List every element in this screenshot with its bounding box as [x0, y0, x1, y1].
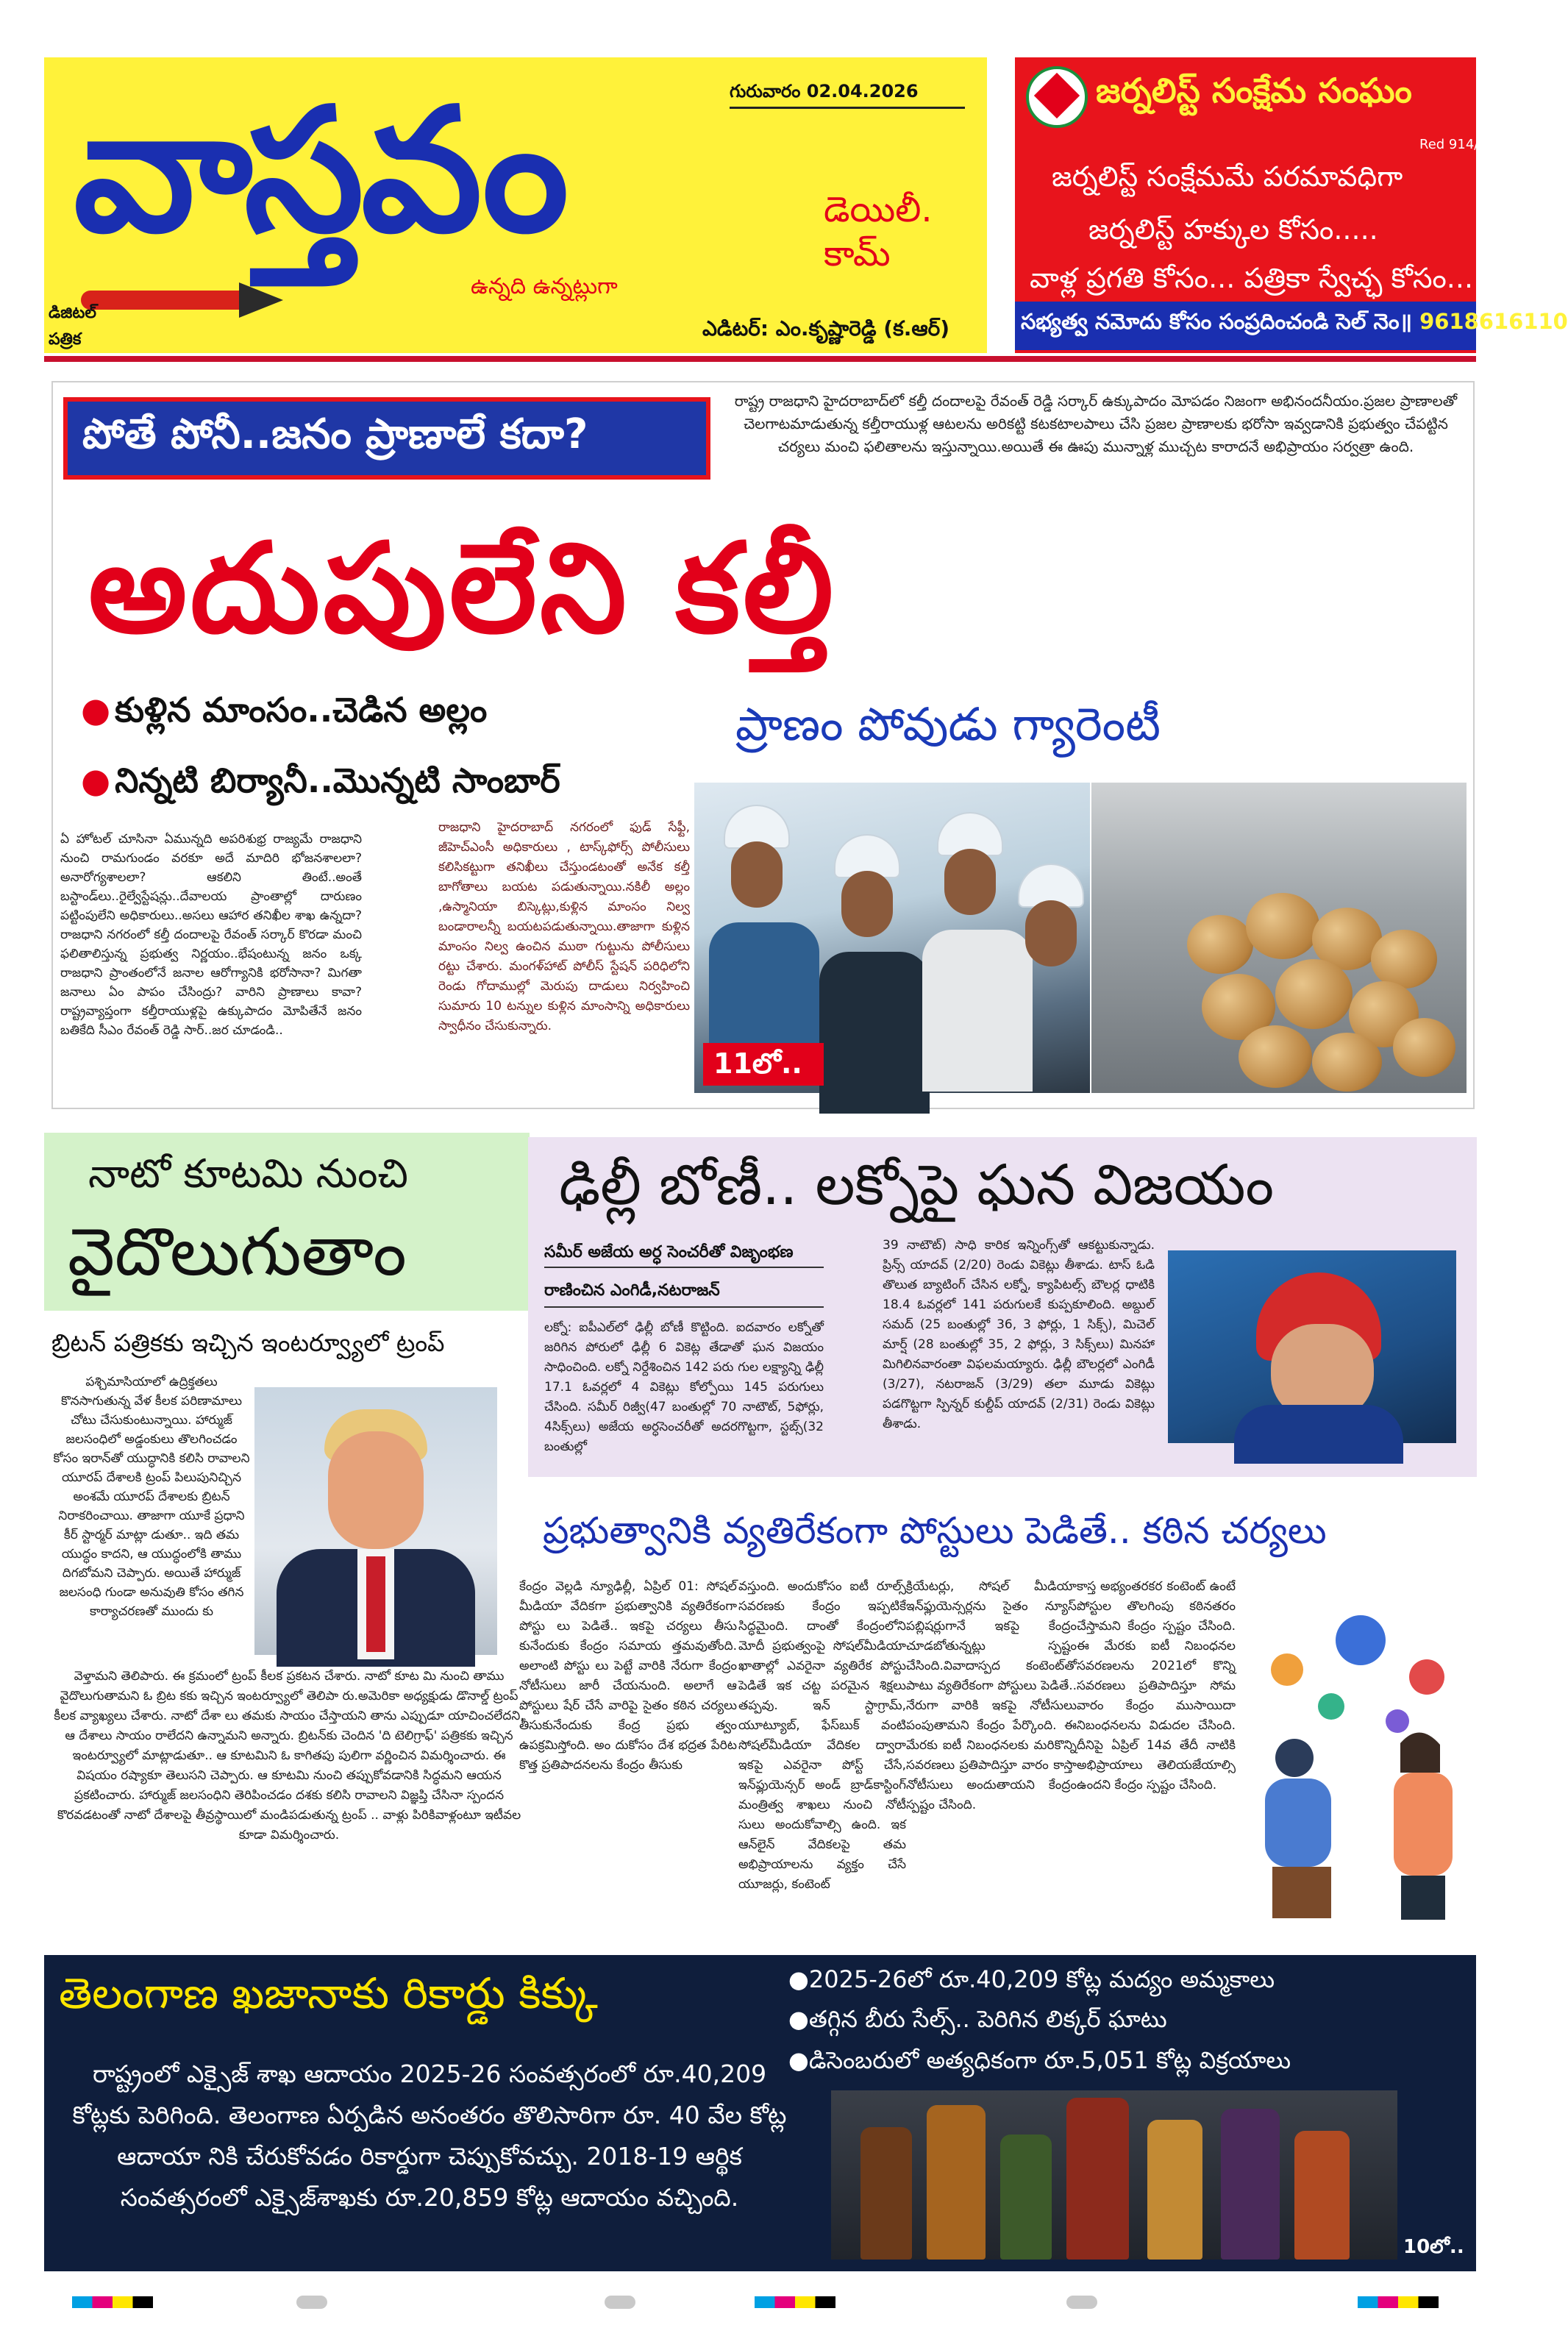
lead-subhead: ప్రాణం పోవుడు గ్యారెంటీ	[735, 697, 1161, 751]
registration-pill-1	[296, 2296, 327, 2309]
liquor-bullet-3-text: డిసెంబరులో అత్యధికంగా రూ.5,051 కోట్ల విక్రయాలు	[808, 2046, 1291, 2074]
trump-photo	[254, 1387, 497, 1655]
liquor-bullet-1: ●2025-26లో రూ.40,209 కోట్ల మద్యం అమ్మకాలు	[788, 1965, 1275, 1993]
ad-contact-label: సభ్యత్వ నమోదు కోసం సంప్రదించండి సెల్ నెం॥	[1021, 309, 1412, 334]
nato-kicker: నాటో కూటమి నుంచి	[88, 1150, 408, 1197]
ad-line-1: జర్నలిస్ట్ సంక్షేమమే పరమావధిగా	[1052, 160, 1403, 193]
registration-pill-2	[605, 2296, 635, 2309]
nato-strap: బ్రిటన్ పత్రికకు ఇచ్చిన ఇంటర్వ్యూలో ట్రంప్	[51, 1328, 445, 1357]
cricket-column-1: లక్నో: ఐపీఎల్‌లో ఢిల్లీ బోణీ కొట్టింది. ఐదవారం లక్నోతో జరిగిన పోరులో ఢిల్లీ 6 వికెట్ల తేడాతో ఘన విజయం సాధించింది. లక్నో నిర్దేశించిన 142 పరు గుల లక్ష్యాన్ని ఢిల్లీ 17.1 ఓవర్లలో 4 వికెట్లు కోల్పోయి 145 పరుగులు చేసింది. సమీర్ రిజ్వీ(47 బంతుల్లో 70 నాటౌట్, 5ఫోర్లు, 4సిక్స్‌లు) అజేయ అర్ధసెంచరీతో అదరగొట్టగా, స్టబ్స్(32 బంతుల్లో	[544, 1320, 824, 1454]
masthead-tagline: ఉన్నది ఉన్నట్లుగా	[471, 274, 618, 299]
ad-title: జర్నలిస్ట్ సంక్షేమ సంఘం	[1096, 71, 1412, 110]
masthead-title: వాస్తవం	[74, 69, 566, 270]
cricket-headline: ఢిల్లీ బోణీ.. లక్నోపై ఘన విజయం	[559, 1152, 1274, 1217]
ad-phone-number: 9618616110	[1419, 309, 1568, 334]
lead-headline: అదుపులేని కల్తీ	[88, 515, 837, 661]
cricket-column-2: 39 నాటౌట్) సాధి కారిక ఇన్నింగ్స్‌తో ఆకట్టుకున్నాడు. ప్రిన్స్ యాదవ్ (2/20) రెండు వికెట్లు తీశాడు. టాస్ ఓడి తొలుత బ్యాటింగ్ చేసిన లక్నో, క్యాపిటల్స్ బౌలర్ల ధాటికి 18.4 ఓవర్లలో 141 పరుగులకే కుప్పకూలింది. అబ్దుల్ సమద్ (25 బంతుల్లో 36, 3 ఫోర్లు, 1 సిక్స్), మిచెల్ మార్ష్ (28 బంతుల్లో 35, 2 ఫోర్లు, 3 సిక్స్‌లు) మినహా మిగిలినవారంతా విఫలమయ్యారు. ఢిల్లీ బౌలర్లలో ఎంగిడీ (3/27), నటరాజన్ (3/29) తలా మూడు వికెట్లు పడగొట్టగా స్పిన్నర్ కుల్దీప్ యాదవ్ (2/31) రెండు వికెట్లు తీశాడు.	[883, 1238, 1155, 1431]
cricket-kicker-1: సమీర్ అజేయ అర్ధ సెంచరీతో విజృంభణ	[544, 1243, 794, 1261]
lead-kicker: పోతే పోనీ..జనం ప్రాణాలే కదా?	[82, 410, 588, 458]
nato-body: వెళ్తామని తెలిపారు. ఈ క్రమంలో ట్రంప్ కీలక ప్రకటన చేశారు. నాటో కూట మి నుంచి తాము వైదొలుగుతామని ఓ బ్రిట కకు ఇచ్చిన ఇంటర్వ్యూలో తెలిపా రు.అమెరికా అధ్యక్షుడు డొనాల్డ్ ట్రంప్ కీలక వ్యాఖ్యలు చేశారు. నాటో దేశా లు తమకు సాయం చేస్తాయని తాను ఎప్పుడూ యాచించలేదని, ఆ దేశాలు సాయం రాలేదని ఉన్నామని అన్నారు. బ్రిటన్‌కు చెందిన 'ది టెలిగ్రాఫ్' పత్రికకు ఇచ్చిన ఇంటర్వ్యూలో మాట్లాడుతూ.. ఆ కూటమిని ఓ కాగితపు పులిగా వర్ణించిన విమర్శించారు. ఈ విషయం రష్యాకూ తెలుసని చెప్పారు. ఆ కూటమి నుంచి తప్పుకోవడానికి సిద్ధమని ఆయన ప్రకటించారు. హార్ముజ్ జలసంధిని తెరిపించడం దశకు కలిసి రావాలని విజ్ఞప్తి చేసినా స్పందన కొరవడటంతో నాటో దేశాలపై తీవ్రస్థాయిలో మండిపడుతున్న ట్రంప్ .. వాళ్లు పిరికివాళ్లంటూ ఇటీవల కూడా విమర్శించారు.	[54, 1669, 524, 1842]
cricket-kicker-2: రాణించిన ఎంగిడీ,నటరాజన్	[544, 1281, 720, 1300]
ad-contact	[1021, 309, 1568, 340]
chat-bubble-icon	[1336, 1615, 1386, 1665]
liquor-bottles-photo	[831, 2090, 1397, 2260]
ad-line-3: వాళ్ల ప్రగతి కోసం... పత్రికా స్వేచ్ఛ కోసం...	[1030, 262, 1474, 294]
spoiled-food-photo	[1091, 783, 1467, 1093]
social-column-2: వస్తుంది. అందుకోసం ఐటీ రూల్స్ సవరణకు కేంద్రం ఇప్పటికే సిద్ధమైంది. దాంతో కేంద్రంలోని మోదీ ప్రభుత్వంపై సోషల్‌మీడియా ఖాతాల్లో ఎవరైనా వ్యతిరేక పోస్టు పెడితే ఇక చట్ట పరమైన శిక్షలు తప్పవు. ఇన్ స్టాగ్రామ్, యూట్యూబ్, ఫేస్‌బుక్ వంటి సోషల్‌మీడియా వేదికల ద్వారా ఇకపై ఎవరైనా పోస్ట్ చేసే, ఇన్‌ఫ్లుయెన్సర్ అండ్ బ్రాడ్‌కాస్టింగ్ మంత్రిత్వ శాఖలు నుంచి నోటీ సులు అందుకోవాల్సి ఉంది. ఇక ఆన్‌లైన్ వేదికలపై తమ అభిప్రాయాలను వ్యక్తం చేసే యూజర్లు, కంటెంట్	[738, 1579, 906, 1892]
editor-credit: ఎడిటర్: ఎం.కృష్ణారెడ్డి (క.ఆర్)	[702, 316, 950, 341]
liquor-bullet-3: ●డిసెంబరులో అత్యధికంగా రూ.5,051 కోట్ల విక్రయాలు	[788, 2046, 1291, 2074]
heart-icon	[1409, 1659, 1444, 1695]
social-media-headline: ప్రభుత్వానికి వ్యతిరేకంగా పోస్టులు పెడితే.. కఠిన చర్యలు	[543, 1509, 1327, 1552]
issue-date: గురువారం 02.04.2026	[730, 81, 919, 102]
lead-column-2: రాజధాని హైదరాబాద్ నగరంలో ఫుడ్ సేఫ్టీ, జీహెచ్ఎంసీ అధికారులు , టాస్క్‌ఫోర్స్ పోలీసులు కలిసికట్టుగా తనిఖీలు చేస్తుండటంతో అనేక కల్తీ బాగోతాలు బయట పడుతున్నాయి.నకిలీ అల్లం ,ఉస్మానియా బిస్కెట్లు,కుళ్లిన మాంసం నిల్వ బండారాలన్నీ బయటపడుతున్నాయి.తాజాగా కుళ్లిన మాంసం నిల్వ ఉంచిన ముఠా గుట్టును పోలీసులు రట్టు చేశారు. మంగళ్‌హాట్ పోలీస్ స్టేషన్ పరిధిలోని రెండు గోదాముల్లో మెరుపు దాడులు నిర్వహించి సుమారు 10 టన్నుల కుళ్లిన మాంసాన్ని అధికారులు స్వాధీనం చేసుకున్నారు.	[438, 820, 690, 1033]
liquor-bullet-2-text: తగ్గిన బీరు సేల్స్.. పెరిగిన లిక్కర్ ఘాటు	[808, 2005, 1167, 2033]
share-icon	[1318, 1693, 1344, 1720]
continued-badge-text: 11లో..	[713, 1047, 802, 1080]
liquor-bullet-1-text: 2025-26లో రూ.40,209 కోట్ల మద్యం అమ్మకాలు	[808, 1965, 1275, 1993]
registration-marks-right	[1358, 2296, 1439, 2308]
registration-marks-left	[72, 2296, 153, 2308]
masthead-daily-com: డెయిలీ. కామ్	[824, 189, 933, 274]
masthead-rule	[44, 356, 1476, 362]
notification-icon	[1386, 1709, 1409, 1733]
pen-nib-icon	[239, 282, 283, 318]
liquor-body: రాష్ట్రంలో ఎక్సైజ్ శాఖ ఆదాయం 2025-26 సంవత్సరంలో రూ.40,209 కోట్లకు పెరిగింది. తెలంగాణ ఏర్పడిన అనంతరం తొలిసారిగా రూ. 40 వేల కోట్ల ఆదాయా నికి చేరుకోవడం రికార్డుగా చెప్పుకోవచ్చు. 2018-19 ఆర్థిక సంవత్సరంలో ఎక్సైజ్‌శాఖకు రూ.20,859 కోట్ల ఆదాయం వచ్చింది.	[72, 2059, 787, 2212]
date-divider	[730, 107, 965, 109]
lead-intro: రాష్ట్ర రాజధాని హైదరాబాద్‌లో కల్తీ దందాలపై రేవంత్ రెడ్డి సర్కార్ ఉక్కుపాదం మోపడం నిజంగా అభినందనీయం.ప్రజల ప్రాణాలతో చెలగాటమాడుతున్న కల్తీరాయుళ్ల ఆటలను అరికట్టి కటకటాలపాలు చేసి ప్రజల ప్రాణాలకు భరోసా ఇవ్వడానికి ప్రభుత్వం చేపట్టిన చర్యలు మంచి ఫలితాలను ఇస్తున్నాయి.అయితే ఈ ఊపు మున్నాళ్ల ముచ్చట కారాదనే అభిప్రాయం సర్వత్రా ఉంది.	[734, 392, 1458, 455]
nato-column-1: పశ్చిమాసియాలో ఉద్రిక్తతలు కొనసాగుతున్న వేళ కీలక పరిణామాలు చోటు చేసుకుంటున్నాయి. హార్ముజ్ జలసంధిలో అడ్డంకులు తొలగించడం కోసం ఇరాన్‌తో యుద్ధానికి కలిసి రావాలని యూరప్ దేశాలకి ట్రంప్ పిలుపునిచ్చిన అంశమే యూరప్ దేశాలకు బ్రిటన్ నిరాకరించాయి. తాజాగా యూకే ప్రధాని కీర్ స్టార్మర్ మాట్లా డుతూ.. ఇది తమ యుద్ధం కాదని, ఆ యుద్ధంలోకి తాము దిగబోమని చెప్పారు. అయితే హార్ముజ్ జలసంధి గుండా అనువుతి కోసం తగిన కార్యాచరణతో ముందు కు	[53, 1375, 250, 1619]
social-column-4: కాస్త అభ్యంతరకర కంటెంట్ ఉంటే పోస్టుల తొలగింపు కఠినతరం చేస్తామని కేంద్రం స్పష్టం చేసింది. ఈ మేరకు ఐటీ నిబంధనల సవరణలను 2021లో కొన్ని సవరణలు ప్రతిపాదిస్తూ సోమ వారం కేంద్రం ముసాయిదా నిబంధనలను విడుదల చేసింది. దీనిపై ఏప్రిల్ 14వ తేదీ నాటికి అభిప్రాయాలు తెలియజేయాల్సి ఉందని కేంద్రం స్పష్టం చేసింది.	[1077, 1579, 1236, 1792]
lead-bullet-1-text: కుళ్లిన మాంసం..చెడిన అల్లం	[115, 690, 488, 730]
cricket-rule-1	[544, 1267, 824, 1268]
social-media-illustration	[1243, 1581, 1477, 1927]
ad-registration: Red 914/2015	[1419, 137, 1513, 152]
ad-line-2: జర్నలిస్ట్ హక్కుల కోసం.....	[1088, 213, 1378, 246]
registration-marks-center	[755, 2296, 835, 2308]
cricketer-photo	[1168, 1250, 1456, 1443]
liquor-bullet-2: ●తగ్గిన బీరు సేల్స్.. పెరిగిన లిక్కర్ ఘాటు	[788, 2005, 1167, 2033]
like-icon	[1271, 1653, 1303, 1686]
liquor-continued: 10లో..	[1403, 2236, 1464, 2258]
registration-pill-3	[1066, 2296, 1097, 2309]
lead-column-1: ఏ హోటల్ చూసినా ఏమున్నది అపరిశుభ్ర రాజ్యమే రాజధాని నుంచి రామగుండం వరకూ అదే మాదిరి భోజనశాలలా? అనారోగ్యశాలలా? ఆకలిని తింటే..అంతే బస్టాండ్‌లు..రైల్వేస్టేషన్లు..దేవాలయ ప్రాంతాల్లో దారుణం పట్టింపులేని అధికారులు..అసలు ఆహార తనిఖీల శాఖ ఉన్నదా? రాజధాని నగరంలో కల్తీ దందాలపై రేవంత్ సర్కార్ కొరడా మంచి ఫలితాలిస్తున్న ప్రభుత్వ నిర్ణయం..భేషంటున్న జనం ఒక్క రాజధాని ప్రాంతంలోనే జనాల ఆరోగ్యానికి భరోసానా? మిగతా జనాలు ఏం పాపం చేసింద్రు? వారిని ప్రాణాలు కావా? రాష్ట్రవ్యాప్తంగా కల్తీరాయుళ్లపై ఉక్కుపాదం మోపితేనే జనం బతికేది సీఎం రేవంత్ రెడ్డి సార్..జర చూడండి..	[60, 832, 362, 1038]
lead-bullet-2-text: నిన్నటి బిర్యానీ..మొన్నటి సాంబార్	[115, 761, 560, 800]
social-column-3: క్రియేటర్లు, సోషల్ మీడియా ఇన్‌ఫ్లుయెన్సర్లను సైతం న్యూస్ పబ్లిషర్లుగానే ఇకపై కేంద్రం చూడబోతున్నట్లు స్పష్టం చేసింది.వివాదాస్పద కంటెంట్‌తో పాటు వ్యతిరేకంగా పోస్టులు పెడితే.. నేరుగా వారికి ఇకపై నోటీసులు పంపుతామని కేంద్రం పేర్కొంది. ఈ మేరకు ఐటీ నిబంధనలకు మరికొన్ని సవరణలు ప్రతిపాదిస్తూ వారం కాస్తా నోటీసులు అందుతాయని కేంద్రం స్పష్టం చేసింది.	[906, 1579, 1077, 1812]
lead-bullet-2	[81, 761, 560, 809]
nato-headline: వైదొలుగుతాం	[68, 1214, 407, 1291]
social-column-1: కేంద్రం వెల్లడి న్యూఢిల్లీ, ఏప్రిల్ 01: సోషల్ మీడియా వేదికగా ప్రభుత్వానికి వ్యతిరేకంగా పోస్టు లు పెడితే.. ఇకపై చర్యలు తీసు కునేందుకు కేంద్రం సమాయ త్తమవుతోంది. అలాంటి పోస్టు లు పెట్టే వారికి నేరుగా కేంద్రం నోటీసులు జారీ చేయనుంది. అలాగే ఆ పోస్టులు షేర్ చేసే వారిపై సైతం కఠిన చర్యలు తీసుకునేందుకు కేంద్ర ప్రభు త్వం ఉపక్రమిస్తోంది. అం దుకోసం దేశ భద్రత పేరిట కొత్త ప్రతిపాదనలను కేంద్రం తీసుకు	[519, 1579, 737, 1773]
cricket-rule-2	[544, 1306, 824, 1308]
lead-bullet-1	[81, 690, 487, 738]
edition-label: డిజిటల్ పత్రిక	[49, 304, 96, 349]
liquor-headline: తెలంగాణ ఖజానాకు రికార్డు కిక్కు	[59, 1968, 598, 2018]
